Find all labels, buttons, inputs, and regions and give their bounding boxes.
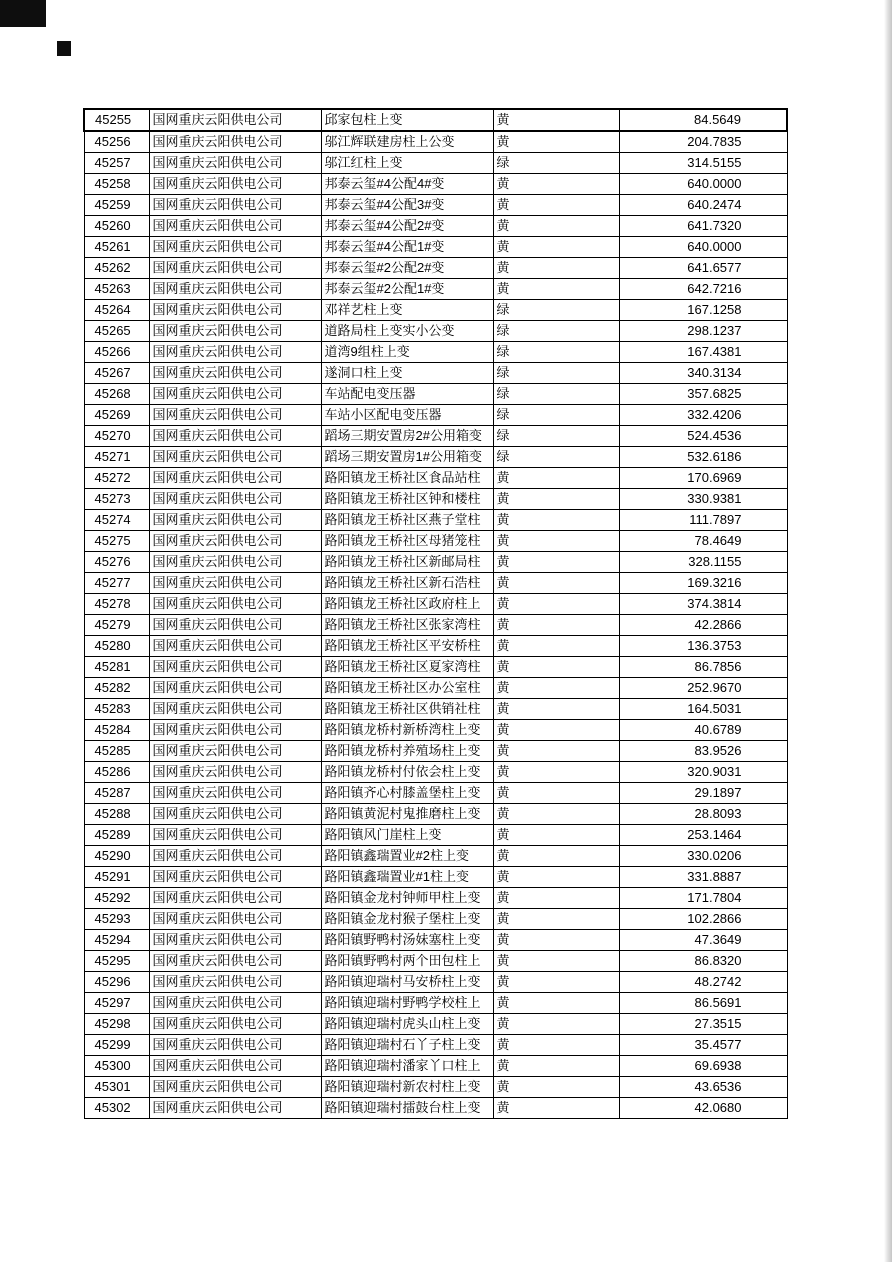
table-row [84,489,787,510]
table-body [84,109,787,1119]
cell-id: 45294 [84,930,149,951]
cell-status: 黄 [493,510,619,531]
cell-name: 路阳镇龙王桥社区平安桥柱 [321,636,493,657]
cell-company: 国网重庆云阳供电公司 [149,1014,321,1035]
table-row [84,447,787,468]
cell-company: 国网重庆云阳供电公司 [149,174,321,195]
cell-id: 45260 [84,216,149,237]
cell-value: 641.7320 [619,216,787,237]
cell-id: 45291 [84,867,149,888]
cell-id: 45278 [84,594,149,615]
cell-name: 邦泰云玺#4公配1#变 [321,237,493,258]
table-row [84,1098,787,1119]
table-row [84,741,787,762]
cell-company: 国网重庆云阳供电公司 [149,846,321,867]
cell-status: 黄 [493,909,619,930]
cell-status: 绿 [493,405,619,426]
cell-name: 路阳镇野鸭村两个田包柱上 [321,951,493,972]
cell-id: 45298 [84,1014,149,1035]
cell-value: 340.3134 [619,363,787,384]
cell-value: 330.0206 [619,846,787,867]
table-row [84,300,787,321]
cell-company: 国网重庆云阳供电公司 [149,762,321,783]
cell-company: 国网重庆云阳供电公司 [149,804,321,825]
cell-name: 路阳镇风门崖柱上变 [321,825,493,846]
cell-id: 45297 [84,993,149,1014]
cell-company: 国网重庆云阳供电公司 [149,489,321,510]
table-row [84,237,787,258]
cell-name: 车站配电变压器 [321,384,493,405]
table-row [84,720,787,741]
cell-value: 43.6536 [619,1077,787,1098]
cell-company: 国网重庆云阳供电公司 [149,930,321,951]
cell-company: 国网重庆云阳供电公司 [149,972,321,993]
cell-status: 黄 [493,216,619,237]
table-row [84,531,787,552]
cell-company: 国网重庆云阳供电公司 [149,699,321,720]
cell-company: 国网重庆云阳供电公司 [149,510,321,531]
cell-id: 45262 [84,258,149,279]
cell-status: 黄 [493,699,619,720]
power-transformer-table [83,108,788,1119]
cell-id: 45293 [84,909,149,930]
cell-status: 黄 [493,930,619,951]
cell-value: 252.9670 [619,678,787,699]
table-row [84,195,787,216]
cell-id: 45282 [84,678,149,699]
table-row [84,342,787,363]
table-row [84,972,787,993]
cell-status: 黄 [493,888,619,909]
table-row [84,867,787,888]
cell-value: 170.6969 [619,468,787,489]
cell-id: 45272 [84,468,149,489]
cell-id: 45267 [84,363,149,384]
cell-id: 45273 [84,489,149,510]
cell-name: 路阳镇迎瑞村马安桥柱上变 [321,972,493,993]
cell-id: 45286 [84,762,149,783]
page-edge-shadow [884,0,892,1262]
cell-id: 45256 [84,131,149,153]
cell-company: 国网重庆云阳供电公司 [149,1098,321,1119]
cell-name: 路阳镇龙王桥社区食品站柱 [321,468,493,489]
cell-status: 黄 [493,279,619,300]
cell-name: 蹈场三期安置房1#公用箱变 [321,447,493,468]
cell-company: 国网重庆云阳供电公司 [149,447,321,468]
cell-status: 黄 [493,636,619,657]
cell-company: 国网重庆云阳供电公司 [149,1077,321,1098]
cell-status: 黄 [493,867,619,888]
cell-company: 国网重庆云阳供电公司 [149,573,321,594]
cell-id: 45259 [84,195,149,216]
cell-id: 45287 [84,783,149,804]
cell-name: 路阳镇龙王桥社区燕子堂柱 [321,510,493,531]
cell-company: 国网重庆云阳供电公司 [149,951,321,972]
cell-company: 国网重庆云阳供电公司 [149,468,321,489]
cell-name: 路阳镇龙桥村养殖场柱上变 [321,741,493,762]
cell-status: 黄 [493,993,619,1014]
table-row [84,951,787,972]
table-row [84,1056,787,1077]
cell-value: 298.1237 [619,321,787,342]
cell-name: 路阳镇迎瑞村新农村柱上变 [321,1077,493,1098]
cell-company: 国网重庆云阳供电公司 [149,109,321,131]
cell-status: 黄 [493,489,619,510]
table-row [84,594,787,615]
table-row [84,636,787,657]
cell-company: 国网重庆云阳供电公司 [149,342,321,363]
table-row [84,258,787,279]
cell-value: 320.9031 [619,762,787,783]
cell-company: 国网重庆云阳供电公司 [149,195,321,216]
cell-name: 路阳镇齐心村膝盖堡柱上变 [321,783,493,804]
cell-status: 绿 [493,153,619,174]
cell-status: 黄 [493,762,619,783]
cell-name: 路阳镇龙桥村付依会柱上变 [321,762,493,783]
scan-artifact-block-small [57,41,71,56]
cell-id: 45275 [84,531,149,552]
table-row [84,888,787,909]
cell-company: 国网重庆云阳供电公司 [149,657,321,678]
table-row [84,174,787,195]
cell-value: 169.3216 [619,573,787,594]
cell-status: 黄 [493,174,619,195]
table-row [84,699,787,720]
cell-company: 国网重庆云阳供电公司 [149,1035,321,1056]
cell-status: 黄 [493,657,619,678]
cell-value: 42.2866 [619,615,787,636]
cell-value: 641.6577 [619,258,787,279]
cell-company: 国网重庆云阳供电公司 [149,321,321,342]
cell-name: 蹈场三期安置房2#公用箱变 [321,426,493,447]
cell-name: 路阳镇龙王桥社区新邮局柱 [321,552,493,573]
cell-name: 路阳镇龙桥村新桥湾柱上变 [321,720,493,741]
cell-company: 国网重庆云阳供电公司 [149,531,321,552]
cell-status: 绿 [493,384,619,405]
cell-id: 45271 [84,447,149,468]
cell-value: 29.1897 [619,783,787,804]
table-row [84,321,787,342]
table-row [84,615,787,636]
cell-name: 邦泰云玺#4公配4#变 [321,174,493,195]
table-row [84,552,787,573]
cell-value: 524.4536 [619,426,787,447]
cell-value: 42.0680 [619,1098,787,1119]
table-row [84,783,787,804]
cell-value: 640.0000 [619,174,787,195]
cell-company: 国网重庆云阳供电公司 [149,909,321,930]
cell-name: 邓祥艺柱上变 [321,300,493,321]
cell-name: 邦泰云玺#2公配2#变 [321,258,493,279]
cell-company: 国网重庆云阳供电公司 [149,720,321,741]
cell-id: 45292 [84,888,149,909]
cell-value: 640.2474 [619,195,787,216]
cell-status: 黄 [493,720,619,741]
cell-name: 路阳镇迎瑞村虎头山柱上变 [321,1014,493,1035]
cell-status: 绿 [493,447,619,468]
cell-id: 45258 [84,174,149,195]
cell-name: 车站小区配电变压器 [321,405,493,426]
cell-company: 国网重庆云阳供电公司 [149,363,321,384]
cell-id: 45296 [84,972,149,993]
cell-value: 357.6825 [619,384,787,405]
table-row [84,216,787,237]
cell-id: 45283 [84,699,149,720]
cell-company: 国网重庆云阳供电公司 [149,678,321,699]
cell-id: 45280 [84,636,149,657]
cell-id: 45284 [84,720,149,741]
cell-status: 黄 [493,1098,619,1119]
cell-name: 路阳镇龙王桥社区新石浩柱 [321,573,493,594]
cell-id: 45268 [84,384,149,405]
table-row [84,909,787,930]
cell-name: 路阳镇龙王桥社区供销社柱 [321,699,493,720]
table-row [84,825,787,846]
cell-name: 邱家包柱上变 [321,109,493,131]
cell-value: 83.9526 [619,741,787,762]
cell-company: 国网重庆云阳供电公司 [149,405,321,426]
cell-id: 45263 [84,279,149,300]
cell-status: 黄 [493,531,619,552]
cell-company: 国网重庆云阳供电公司 [149,237,321,258]
table-row [84,573,787,594]
cell-id: 45295 [84,951,149,972]
cell-company: 国网重庆云阳供电公司 [149,216,321,237]
cell-name: 路阳镇龙王桥社区母猪笼柱 [321,531,493,552]
table-row [84,279,787,300]
cell-status: 黄 [493,846,619,867]
cell-name: 邬江辉联建房柱上公变 [321,131,493,153]
cell-name: 路阳镇黄泥村鬼推磨柱上变 [321,804,493,825]
cell-status: 绿 [493,300,619,321]
cell-value: 204.7835 [619,131,787,153]
cell-status: 黄 [493,573,619,594]
cell-id: 45261 [84,237,149,258]
cell-status: 黄 [493,109,619,131]
cell-status: 黄 [493,131,619,153]
cell-value: 136.3753 [619,636,787,657]
cell-value: 102.2866 [619,909,787,930]
cell-value: 40.6789 [619,720,787,741]
cell-company: 国网重庆云阳供电公司 [149,552,321,573]
cell-value: 332.4206 [619,405,787,426]
cell-status: 黄 [493,615,619,636]
cell-company: 国网重庆云阳供电公司 [149,384,321,405]
cell-name: 道路局柱上变实小公变 [321,321,493,342]
table-row [84,1035,787,1056]
cell-value: 35.4577 [619,1035,787,1056]
cell-id: 45279 [84,615,149,636]
cell-value: 86.8320 [619,951,787,972]
cell-id: 45277 [84,573,149,594]
table-row [84,363,787,384]
cell-value: 253.1464 [619,825,787,846]
cell-name: 邬江红柱上变 [321,153,493,174]
cell-value: 330.9381 [619,489,787,510]
cell-status: 黄 [493,1035,619,1056]
cell-name: 路阳镇龙王桥社区钟和楼柱 [321,489,493,510]
cell-id: 45301 [84,1077,149,1098]
cell-status: 黄 [493,783,619,804]
cell-name: 路阳镇鑫瑞置业#1柱上变 [321,867,493,888]
cell-status: 黄 [493,741,619,762]
table-row [84,405,787,426]
cell-id: 45281 [84,657,149,678]
cell-company: 国网重庆云阳供电公司 [149,741,321,762]
table-row [84,131,787,153]
cell-name: 路阳镇龙王桥社区办公室柱 [321,678,493,699]
cell-id: 45290 [84,846,149,867]
cell-value: 48.2742 [619,972,787,993]
table-row [84,846,787,867]
cell-status: 黄 [493,972,619,993]
cell-name: 路阳镇迎瑞村擂鼓台柱上变 [321,1098,493,1119]
cell-value: 640.0000 [619,237,787,258]
table-row [84,384,787,405]
cell-value: 86.7856 [619,657,787,678]
cell-status: 黄 [493,1077,619,1098]
cell-id: 45300 [84,1056,149,1077]
cell-company: 国网重庆云阳供电公司 [149,131,321,153]
cell-value: 171.7804 [619,888,787,909]
table-row [84,678,787,699]
cell-company: 国网重庆云阳供电公司 [149,888,321,909]
cell-id: 45274 [84,510,149,531]
cell-value: 331.8887 [619,867,787,888]
cell-status: 绿 [493,342,619,363]
cell-name: 路阳镇迎瑞村潘家丫口柱上 [321,1056,493,1077]
table-row [84,109,787,131]
cell-value: 86.5691 [619,993,787,1014]
table-row [84,762,787,783]
scan-artifact-block-large [0,0,46,27]
cell-status: 黄 [493,237,619,258]
cell-status: 黄 [493,258,619,279]
cell-status: 黄 [493,468,619,489]
cell-value: 47.3649 [619,930,787,951]
cell-id: 45299 [84,1035,149,1056]
cell-company: 国网重庆云阳供电公司 [149,615,321,636]
cell-status: 黄 [493,1056,619,1077]
table-row [84,510,787,531]
cell-id: 45302 [84,1098,149,1119]
cell-company: 国网重庆云阳供电公司 [149,636,321,657]
table-row [84,804,787,825]
cell-company: 国网重庆云阳供电公司 [149,426,321,447]
cell-status: 黄 [493,195,619,216]
cell-id: 45255 [84,109,149,131]
cell-name: 路阳镇龙王桥社区政府柱上 [321,594,493,615]
cell-id: 45289 [84,825,149,846]
cell-company: 国网重庆云阳供电公司 [149,279,321,300]
cell-name: 路阳镇迎瑞村野鸭学校柱上 [321,993,493,1014]
cell-id: 45264 [84,300,149,321]
cell-value: 27.3515 [619,1014,787,1035]
cell-id: 45257 [84,153,149,174]
cell-name: 邦泰云玺#4公配2#变 [321,216,493,237]
cell-name: 路阳镇金龙村钟师甲柱上变 [321,888,493,909]
cell-company: 国网重庆云阳供电公司 [149,825,321,846]
cell-value: 314.5155 [619,153,787,174]
cell-name: 路阳镇金龙村猴子堡柱上变 [321,909,493,930]
cell-id: 45270 [84,426,149,447]
cell-value: 78.4649 [619,531,787,552]
cell-id: 45288 [84,804,149,825]
cell-value: 328.1155 [619,552,787,573]
cell-value: 532.6186 [619,447,787,468]
table-row [84,153,787,174]
cell-status: 黄 [493,1014,619,1035]
cell-value: 69.6938 [619,1056,787,1077]
cell-id: 45285 [84,741,149,762]
cell-id: 45276 [84,552,149,573]
cell-value: 167.4381 [619,342,787,363]
cell-status: 黄 [493,804,619,825]
cell-name: 路阳镇龙王桥社区张家湾柱 [321,615,493,636]
cell-name: 道湾9组柱上变 [321,342,493,363]
cell-id: 45269 [84,405,149,426]
cell-status: 黄 [493,951,619,972]
cell-status: 绿 [493,363,619,384]
table-row [84,993,787,1014]
cell-status: 绿 [493,426,619,447]
cell-company: 国网重庆云阳供电公司 [149,258,321,279]
cell-status: 黄 [493,678,619,699]
cell-value: 111.7897 [619,510,787,531]
cell-name: 路阳镇野鸭村汤妹塞柱上变 [321,930,493,951]
cell-status: 黄 [493,594,619,615]
cell-status: 黄 [493,825,619,846]
cell-company: 国网重庆云阳供电公司 [149,594,321,615]
cell-status: 黄 [493,552,619,573]
table-row [84,1014,787,1035]
cell-company: 国网重庆云阳供电公司 [149,867,321,888]
table-row [84,657,787,678]
cell-name: 路阳镇鑫瑞置业#2柱上变 [321,846,493,867]
cell-status: 绿 [493,321,619,342]
cell-company: 国网重庆云阳供电公司 [149,1056,321,1077]
cell-value: 28.8093 [619,804,787,825]
cell-name: 邦泰云玺#4公配3#变 [321,195,493,216]
cell-value: 167.1258 [619,300,787,321]
cell-company: 国网重庆云阳供电公司 [149,300,321,321]
cell-value: 84.5649 [619,109,787,131]
table-row [84,426,787,447]
cell-value: 164.5031 [619,699,787,720]
cell-company: 国网重庆云阳供电公司 [149,783,321,804]
cell-name: 路阳镇龙王桥社区夏家湾柱 [321,657,493,678]
cell-name: 路阳镇迎瑞村石丫子柱上变 [321,1035,493,1056]
cell-name: 遂洞口柱上变 [321,363,493,384]
cell-name: 邦泰云玺#2公配1#变 [321,279,493,300]
cell-id: 45265 [84,321,149,342]
cell-id: 45266 [84,342,149,363]
table-row [84,468,787,489]
cell-value: 642.7216 [619,279,787,300]
cell-company: 国网重庆云阳供电公司 [149,153,321,174]
table-row [84,1077,787,1098]
table-row [84,930,787,951]
cell-company: 国网重庆云阳供电公司 [149,993,321,1014]
cell-value: 374.3814 [619,594,787,615]
